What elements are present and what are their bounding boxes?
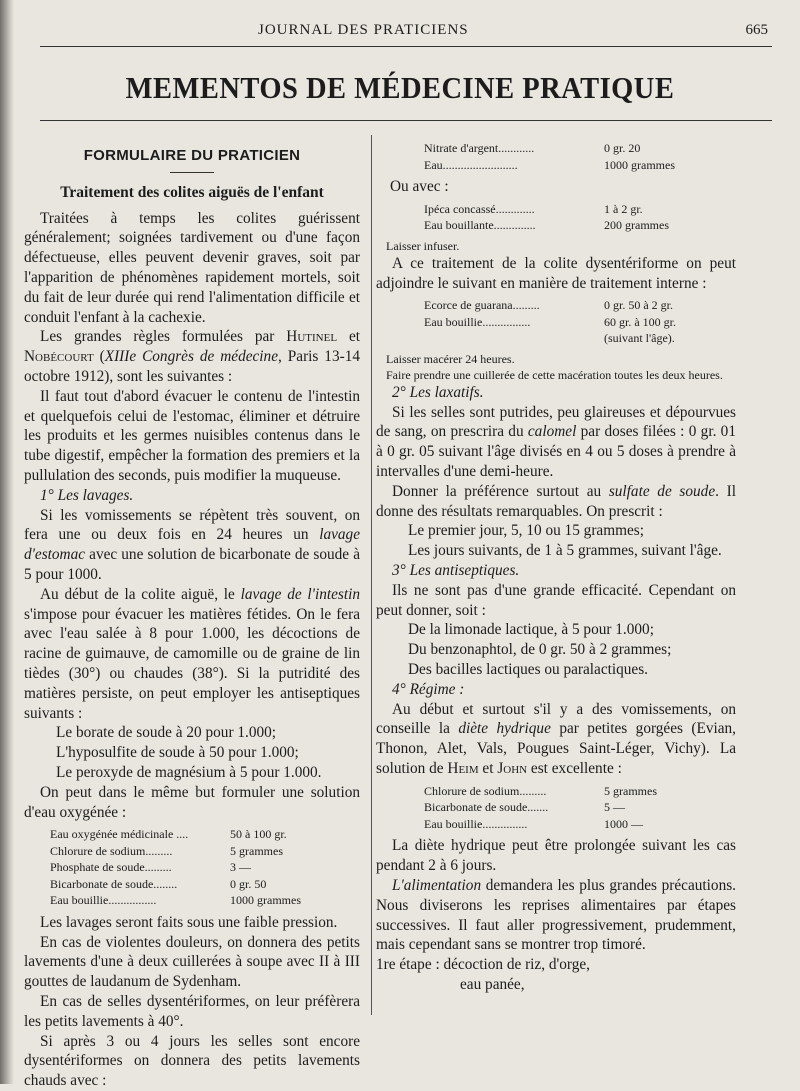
subsection-heading: 1° Les lavages. xyxy=(40,486,134,504)
diet-step: 1re étape : décoction de riz, d'orge, xyxy=(376,956,590,974)
paragraph: En cas de violentes douleurs, on donnera des petits lavements d'une à deux cuillerées à soupe avec II à III gouttes de laudanum de Sydenham. xyxy=(24,933,360,991)
table-row: Ipéca concassé............. 1 à 2 gr. xyxy=(424,201,643,216)
table-row: Bicarbonate de soude........ 0 gr. 50 xyxy=(50,876,267,891)
list-item: Du benzonaphtol, de 0 gr. 50 à 2 grammes; xyxy=(408,641,672,659)
title-rule xyxy=(40,120,772,121)
author-name: John xyxy=(497,760,528,778)
prescription-table xyxy=(424,297,676,347)
journal-title: JOURNAL DES PRATICIENS xyxy=(258,22,469,38)
subsection-heading: 4° Régime : xyxy=(392,680,465,698)
list-item: De la limonade lactique, à 5 pour 1.000; xyxy=(408,621,654,639)
paragraph: Les lavages seront faits sous une faible pression. xyxy=(40,913,338,931)
paragraph: Donner la préférence surtout au sulfate de soude. Il donne des résultats remarquables. On prescrit : xyxy=(376,482,736,520)
prescription-table xyxy=(424,140,675,173)
paragraph: A ce traitement de la colite dysentériforme on peut adjoindre le suivant en manière de traitement interne : xyxy=(376,254,736,292)
column-divider xyxy=(371,135,372,1015)
table-row: (suivant l'âge). xyxy=(604,331,675,346)
prescription-table xyxy=(50,826,301,909)
page-spine-shadow xyxy=(0,0,14,1084)
table-row: Nitrate d'argent............ 0 gr. 20 xyxy=(424,141,641,155)
prescription-table xyxy=(424,201,669,234)
prescription-table xyxy=(424,783,657,833)
table-row: Eau bouillie................ 1000 grammes xyxy=(50,893,301,908)
table-row: Bicarbonate de soude....... 5 — xyxy=(424,800,625,815)
list-item: Le premier jour, 5, 10 ou 15 grammes; xyxy=(408,522,645,540)
paragraph: Il faut tout d'abord évacuer le contenu de l'intestin et quelquefois celui de l'estomac, éliminer et détruire les produits et les germes nuisibles contenus dans le tube digestif, empêcher la formation des premiers et la pullulation des seconds, puis modifier la muqueuse. xyxy=(24,387,360,484)
section-rule xyxy=(170,172,214,173)
subsection-heading: 2° Les laxatifs. xyxy=(392,383,484,401)
page-number: 665 xyxy=(745,22,768,38)
subsection-heading: 3° Les antiseptiques. xyxy=(392,562,520,580)
list-item: Les jours suivants, de 1 à 5 grammes, suivant l'âge. xyxy=(408,542,722,560)
note: Laisser infuser. xyxy=(386,238,460,253)
list-item: Des bacilles lactiques ou paralactiques. xyxy=(408,661,648,679)
paragraph: Si les vomissements se répètent très souvent, on fera une ou deux fois en 24 heures un lavage d'estomac avec une solution de bicarbonate de soude à 5 pour 1000. xyxy=(24,506,360,583)
paragraph: Traitées à temps les colites guérissent généralement; soignées tardivement ou d'une façon défectueuse, elles peuvent devenir graves, soit par l'apparition de phénomènes rapidement mortels, soit du fait de leur durée qui rend l'alimentation difficile et conduit l'enfant à la cachexie. xyxy=(24,209,360,326)
table-row: Eau bouillie................ 60 gr. à 100 gr. xyxy=(424,314,676,329)
author-name: Nobécourt xyxy=(24,348,94,366)
paragraph: Si les selles sont putrides, peu glaireuses et dépourvues de sang, on prescrira du calomel par doses filées : 0 gr. 01 à 0 gr. 05 suivant l'âge divisés en 4 ou 5 doses à prendre à intervalles d'une demi-heure. xyxy=(376,403,736,481)
table-row: Chlorure de sodium......... 5 grammes xyxy=(50,843,283,858)
table-row: Eau oxygénée médicinale .... 50 à 100 gr. xyxy=(50,827,287,842)
table-row: Phosphate de soude......... 3 — xyxy=(50,860,251,875)
table-row: Chlorure de sodium......... 5 grammes xyxy=(424,783,657,798)
table-row: Ecorce de guarana......... 0 gr. 50 à 2 gr. xyxy=(424,298,673,313)
author-name: Hutinel xyxy=(286,328,338,346)
table-row: Eau bouillante.............. 200 grammes xyxy=(424,218,669,233)
page-title: MEMENTOS DE MÉDECINE PRATIQUE xyxy=(125,70,675,105)
diet-step-continued: eau panée, xyxy=(460,975,525,993)
table-row: Eau......................... 1000 grammes xyxy=(424,157,675,172)
author-name: Heim xyxy=(447,760,479,778)
step-label: 1re étape : xyxy=(376,956,440,974)
paragraph: Au début de la colite aiguë, le lavage de l'intestin s'impose pour évacuer les matières fétides. On le fera avec l'eau salée à 8 pour 1.000, les décoctions de racine de guimauve, de camomille ou de graine de lin tièdes (30°) ou chaudes (38°). Si la putridité des matières persiste, on peut employer les antiseptiques suivants : xyxy=(24,585,360,722)
list-item: Le peroxyde de magnésium à 5 pour 1.000. xyxy=(56,763,322,781)
list-item: L'hyposulfite de soude à 50 pour 1.000; xyxy=(56,744,299,762)
paragraph: Ou avec : xyxy=(390,178,449,195)
article-heading: Traitement des colites aiguës de l'enfant xyxy=(60,183,324,201)
paragraph: La diète hydrique peut être prolongée suivant les cas pendant 2 à 6 jours. xyxy=(376,837,736,875)
right-column xyxy=(376,140,736,995)
paragraph: L'alimentation demandera les plus grandes précautions. Nous diviserons les reprises alimentaires par étapes successives. Il faut aller progressivement, prudemment, mais cependant sans se montrer trop timoré. xyxy=(376,876,736,954)
table-row: Eau bouillie............... 1000 — xyxy=(424,816,643,831)
paragraph: Au début et surtout s'il y a des vomissements, on conseille la diète hydrique par petites gorgées (Evian, Thonon, Alet, Vals, Pougues Saint-Léger, Vichy). La solution de Heim et John est excellente : xyxy=(376,700,737,778)
paragraph: Si après 3 ou 4 jours les selles sont encore dysentériformes on donnera des petits lavements chauds avec : xyxy=(24,1032,360,1090)
paragraph: Ils ne sont pas d'une grande efficacité. Cependant on peut donner, soit : xyxy=(376,581,736,619)
note: Laisser macérer 24 heures. xyxy=(386,351,515,366)
running-header xyxy=(40,22,770,44)
list-item: Le borate de soude à 20 pour 1.000; xyxy=(56,724,277,742)
header-rule xyxy=(40,46,772,47)
paragraph: En cas de selles dysentériformes, on leur préfèrera les petits lavements à 40°. xyxy=(24,992,360,1030)
note: Faire prendre une cuillerée de cette macération toutes les deux heures. xyxy=(386,367,723,382)
left-column xyxy=(24,140,360,1091)
section-heading: FORMULAIRE DU PRATICIEN xyxy=(83,147,301,164)
paragraph: On peut dans le même but formuler une solution d'eau oxygénée : xyxy=(24,783,360,821)
paragraph: Les grandes règles formulées par Hutinel et Nobécourt (XIIIe Congrès de médecine, Paris 13-14 octobre 1912), sont les suivantes : xyxy=(24,328,360,385)
congress-name: XIIIe Congrès de médecine xyxy=(104,348,278,366)
